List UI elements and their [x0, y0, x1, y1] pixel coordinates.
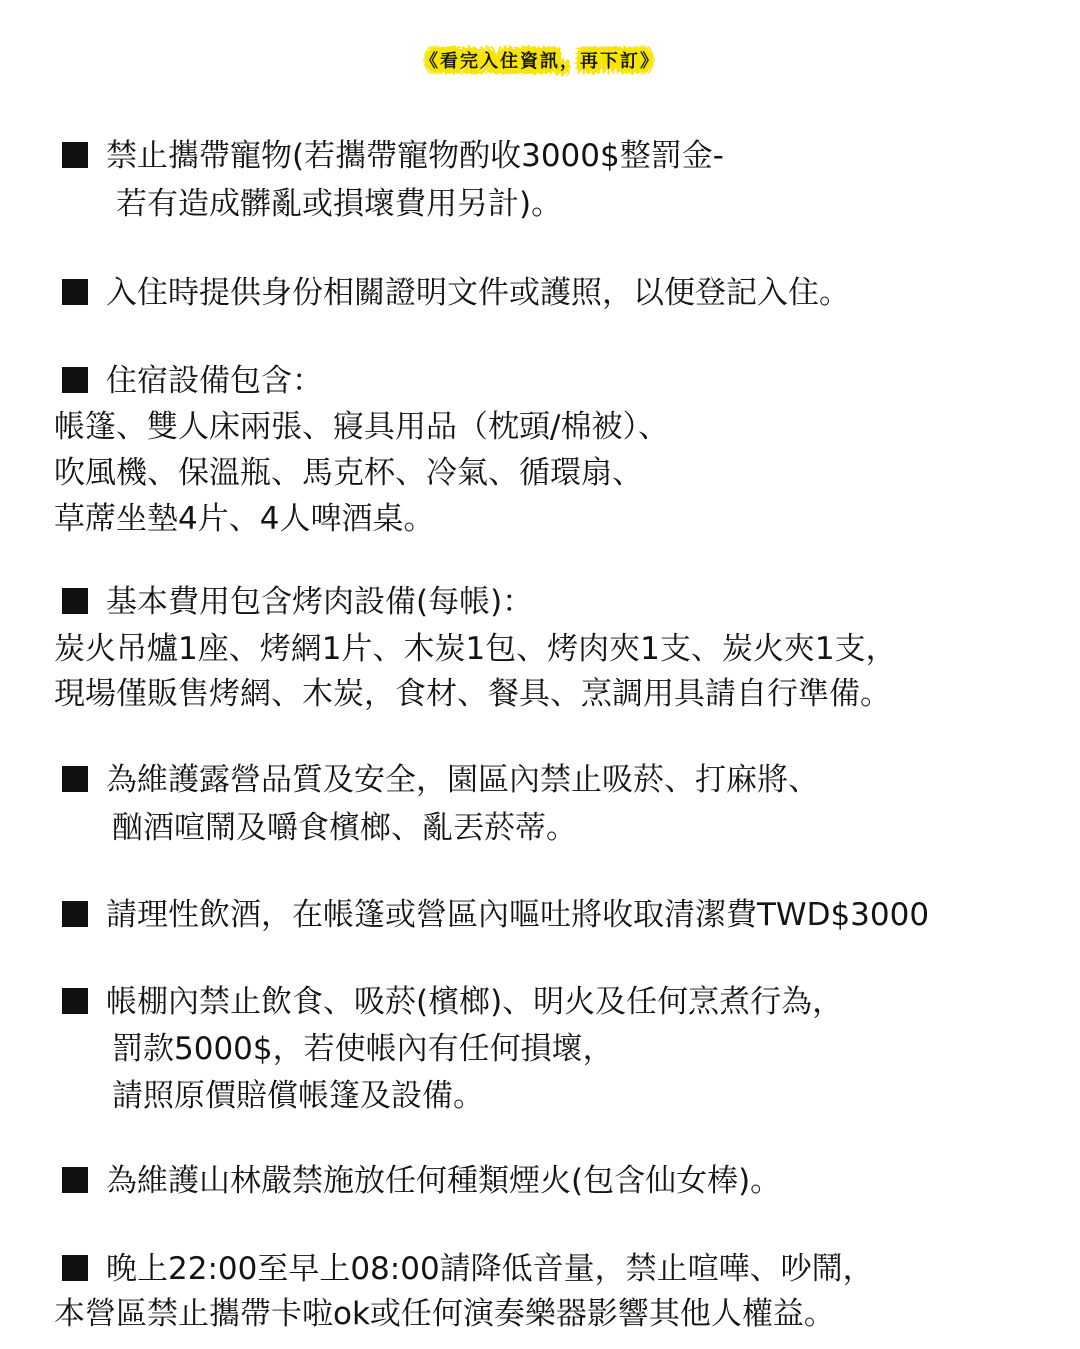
rule-pets-line-1: 禁止攜帶寵物(若攜帶寵物酌收3000$整罰金- [106, 138, 724, 174]
rule-tent-line-1: 帳棚內禁止飲食、吸菸(檳榔)、明火及任何烹煮行為， [106, 984, 844, 1020]
bullet-square-icon [62, 988, 88, 1014]
rule-quiet-line-2: 本營區禁止攜帶卡啦ok或任何演奏樂器影響其他人權益。 [54, 1296, 835, 1332]
rule-drinking-line-1: 請理性飲酒，在帳篷或營區內嘔吐將收取清潔費TWD$3000 [106, 897, 930, 933]
bullet-square-icon [62, 766, 88, 792]
rule-id-line-1: 入住時提供身份相關證明文件或護照，以便登記入住。 [106, 275, 850, 311]
rule-equipment-line-1: 住宿設備包含： [106, 363, 323, 399]
rule-fireworks-line-1: 為維護山林嚴禁施放任何種類煙火(包含仙女棒)。 [106, 1163, 782, 1199]
rule-safety-line-2: 酗酒喧鬧及嚼食檳榔、亂丟菸蒂。 [112, 810, 577, 846]
rule-tent-line-2: 罰款5000$，若使帳內有任何損壞， [112, 1031, 614, 1067]
page-title: 《看完入住資訊，再下訂》 [420, 51, 660, 72]
rule-equipment-line-2: 帳篷、雙人床兩張、寢具用品（枕頭/棉被）、 [54, 409, 669, 445]
rule-safety-line-1: 為維護露營品質及安全，園區內禁止吸菸、打麻將、 [106, 762, 819, 798]
rule-quiet-line-1: 晚上22:00至早上08:00請降低音量，禁止喧嘩、吵鬧， [106, 1251, 874, 1287]
rule-equipment-line-4: 草蓆坐墊4片、4人啤酒桌。 [54, 501, 435, 537]
bullet-square-icon [62, 901, 88, 927]
rule-equipment-line-3: 吹風機、保溫瓶、馬克杯、冷氣、循環扇、 [54, 455, 643, 491]
bullet-square-icon [62, 588, 88, 614]
bullet-square-icon [62, 142, 88, 168]
bullet-square-icon [62, 1255, 88, 1281]
rule-bbq-line-1: 基本費用包含烤肉設備(每帳)： [106, 584, 534, 620]
rule-tent-line-3: 請照原價賠償帳篷及設備。 [112, 1078, 484, 1114]
bullet-square-icon [62, 367, 88, 393]
bullet-square-icon [62, 279, 88, 305]
rule-bbq-line-3: 現場僅販售烤網、木炭，食材、餐具、烹調用具請自行準備。 [54, 676, 891, 712]
bullet-square-icon [62, 1167, 88, 1193]
rule-bbq-line-2: 炭火吊爐1座、烤網1片、木炭1包、烤肉夾1支、炭火夾1支， [54, 631, 897, 667]
rule-pets-line-2: 若有造成髒亂或損壞費用另計)。 [116, 186, 563, 222]
